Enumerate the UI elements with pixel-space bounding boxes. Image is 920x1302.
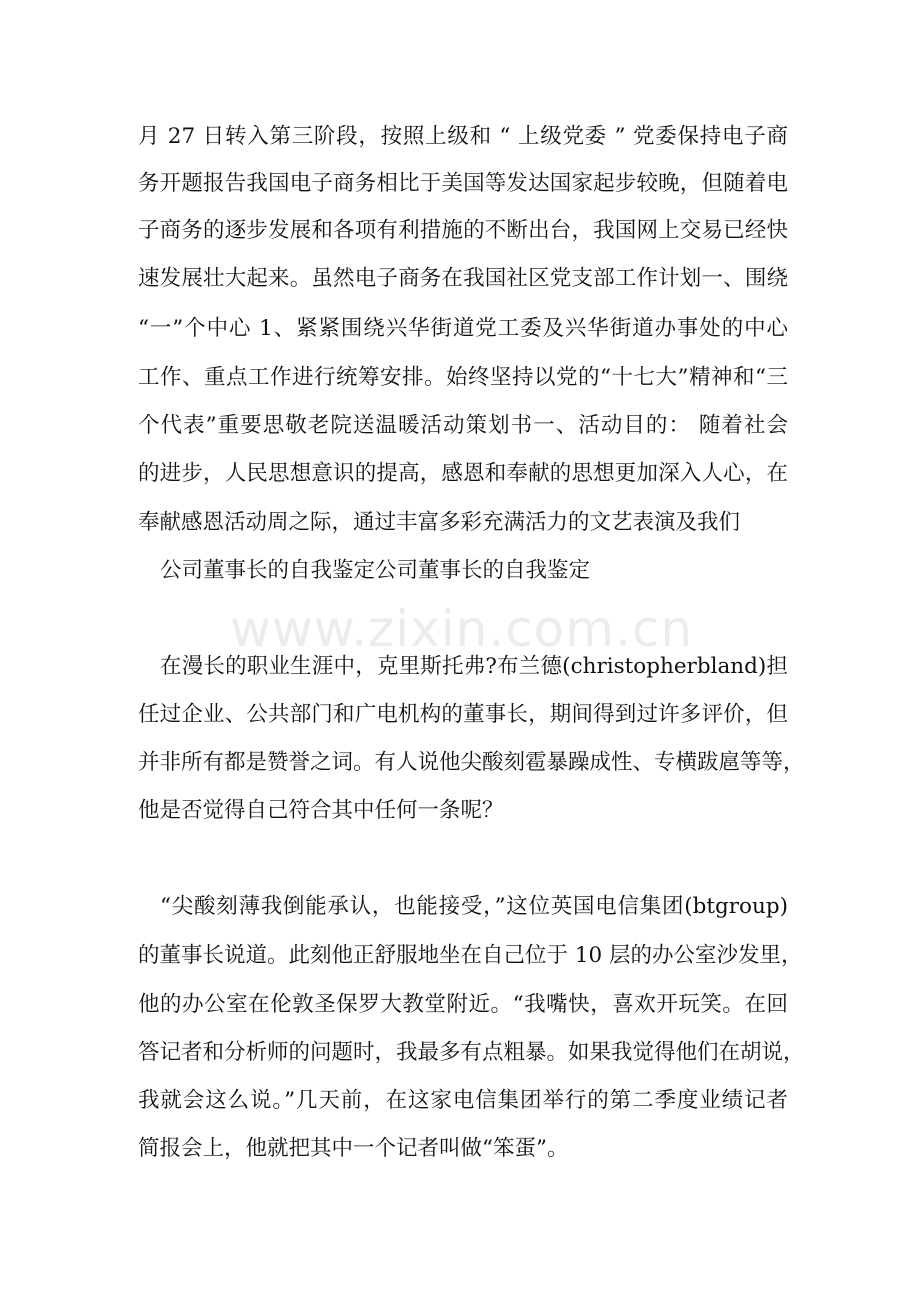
paragraph-1-line: 的进步，人民思想意识的提高，感恩和奉献的思想更加深入人心，在 xyxy=(138,461,788,486)
paragraph-1-line: 工作、重点工作进行统筹安排。始终坚持以党的“十七大”精神和“三 xyxy=(138,365,788,390)
paragraph-2-line: 他是否觉得自己符合其中任何一条呢？ xyxy=(138,798,504,823)
watermark: www.zixin.com.cn xyxy=(230,600,694,658)
paragraph-3-line: 简报会上，他就把其中一个记者叫做“笨蛋”。 xyxy=(138,1136,569,1161)
paragraph-3-line: 他的办公室在伦敦圣保罗大教堂附近。“我嘴快，喜欢开玩笑。在回 xyxy=(138,992,788,1017)
section-heading: 公司董事长的自我鉴定公司董事长的自我鉴定 xyxy=(160,558,591,583)
paragraph-3-line: 的董事长说道。此刻他正舒服地坐在自己位于 10 层的办公室沙发里， xyxy=(138,943,803,968)
paragraph-2-line: 并非所有都是赞誉之词。有人说他尖酸刻雹暴躁成性、专横跋扈等等， xyxy=(138,750,805,775)
paragraph-1-line: 速发展壮大起来。虽然电子商务在我国社区党支部工作计划一、围绕 xyxy=(138,266,788,291)
paragraph-1-line: 奉献感恩活动周之际，通过丰富多彩充满活力的文艺表演及我们 xyxy=(138,510,741,535)
paragraph-1-line: 个代表”重要思敬老院送温暖活动策划书一、活动目的： 随着社会 xyxy=(138,413,788,438)
paragraph-2-line: 任过企业、公共部门和广电机构的董事长，期间得到过许多评价，但 xyxy=(138,702,788,727)
paragraph-1-line: 月 27 日转入第三阶段，按照上级和 “ 上级党委 ” 党委保持电子商 xyxy=(138,124,788,149)
paragraph-3-line: 我就会这么说。”几天前，在这家电信集团举行的第二季度业绩记者 xyxy=(138,1088,788,1113)
paragraph-1-line: “一”个中心 1、紧紧围绕兴华街道党工委及兴华街道办事处的中心 xyxy=(138,316,788,341)
paragraph-1-line: 务开题报告我国电子商务相比于美国等发达国家起步较晚，但随着电 xyxy=(138,171,788,196)
paragraph-3-line: “尖酸刻薄我倒能承认，也能接受，”这位英国电信集团(btgroup) xyxy=(160,894,788,919)
paragraph-1-line: 子商务的逐步发展和各项有利措施的不断出台，我国网上交易已经快 xyxy=(138,218,788,243)
paragraph-3-line: 答记者和分析师的问题时，我最多有点粗暴。如果我觉得他们在胡说， xyxy=(138,1040,805,1065)
paragraph-2-line: 在漫长的职业生涯中，克里斯托弗?布兰德(christopherbland)担 xyxy=(160,654,788,679)
